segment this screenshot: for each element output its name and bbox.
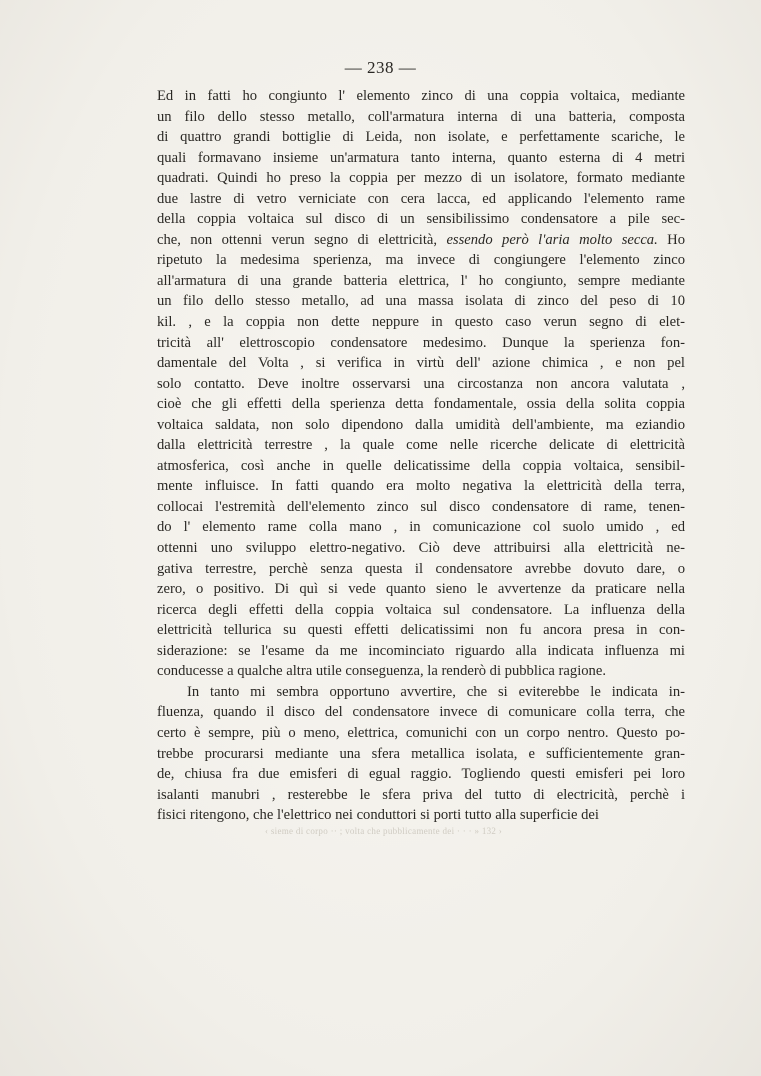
text-line: un filo dello stesso metallo, coll'armatura interna di una batteria, composta (157, 108, 685, 125)
text-line: zero, o positivo. Di quì si vede quanto sieno le avvertenze da praticare nella (157, 581, 685, 598)
text-line: fluenza, quando il disco del condensatore invece di comunicare colla terra, che (157, 704, 685, 721)
text-line: dalla elettricità terrestre , la quale come nelle ricerche delicate di elettricità (157, 437, 685, 454)
page-number: — 238 — (344, 58, 417, 77)
text-line: damentale del Volta , si verifica in virtù dell' azione chimica , e non pel (157, 355, 685, 372)
text-line: de, chiusa fra due emisferi di egual raggio. Togliendo questi emisferi pei loro (157, 766, 685, 783)
text-line: un filo dello stesso metallo, ad una massa isolata di zinco del peso di 10 (157, 293, 685, 310)
text-line: della coppia voltaica sul disco di un sensibilissimo condensatore a pile sec- (157, 211, 685, 228)
text-line: ricerca degli effetti della coppia voltaica sul condensatore. La influenza della (157, 601, 685, 618)
text-line: elettricità tellurica su questi effetti delicatissimi non fu ancora presa in con- (157, 622, 685, 639)
text-line: gativa terrestre, perchè senza questa il condensatore avrebbe dovuto dare, o (157, 560, 685, 577)
text-line: tricità all' elettroscopio condensatore medesimo. Dunque la sperienza fon- (157, 334, 685, 351)
text-line: ripetuto la medesima sperienza, ma invece di congiungere l'elemento zinco (157, 252, 685, 269)
text-line: voltaica saldata, non solo dipendono dalla umidità dell'ambiente, ma eziandio (157, 416, 685, 433)
text-line: do l' elemento rame colla mano , in comunicazione col suolo umido , ed (157, 519, 685, 536)
text-line: certo è sempre, più o meno, elettrica, comunichi con un corpo nentro. Questo po- (157, 724, 685, 741)
text-line: conducesse a qualche altra utile conseguenza, la renderò di pubblica ragione. (157, 663, 606, 680)
text-line: due lastre di vetro verniciate con cera lacca, ed applicando l'elemento rame (157, 190, 685, 207)
text-line: all'armatura di una grande batteria elettrica, l' ho congiunto, sempre mediante (157, 272, 685, 289)
body-text (157, 86, 685, 826)
text-line: quadrati. Quindi ho preso la coppia per mezzo di un isolatore, formato mediante (157, 170, 685, 187)
text-line: In tanto mi sembra opportuno avvertire, che si eviterebbe le indicata in- (187, 683, 685, 700)
text-line: quali formavano insieme un'armatura tanto interna, quanto esterna di 4 metri (157, 149, 685, 166)
text-line: Ed in fatti ho congiunto l' elemento zinco di una coppia voltaica, mediante (157, 88, 685, 104)
text-line: di quattro grandi bottiglie di Leida, non isolate, e perfettamente scariche, le (157, 129, 685, 146)
text-line: fisici ritengono, che l'elettrico nei conduttori si porti tutto alla superficie dei (157, 807, 599, 824)
text-line: siderazione: se l'esame da me incominciato riguardo alla indicata influenza mi (157, 642, 685, 659)
text-line: mente influisce. In fatti quando era molto negativa la elettricità della terra, (157, 478, 685, 495)
text-line: cioè che gli effetti della sperienza detta fondamentale, ossia della solita coppia (157, 396, 685, 413)
text-line: isalanti manubri , resterebbe le sfera priva del tutto di electricità, perchè i (157, 786, 685, 803)
text-line: kil. , e la coppia non dette neppure in questo caso verun segno di elet- (157, 314, 685, 331)
text-line: solo contatto. Deve inoltre osservarsi una circostanza non ancora valutata , (157, 375, 685, 392)
text-line: collocai l'estremità dell'elemento zinco sul disco condensatore di rame, tenen- (157, 498, 685, 515)
bleed-through-text: ‹ sieme di corpo ·· ; volta che pubblicamente dei · · · » 132 › (265, 826, 503, 836)
text-line: trebbe procurarsi mediante una sfera metallica isolata, e sufficientemente gran- (157, 745, 685, 762)
text-line: che, non ottenni verun segno di elettricità, essendo però l'aria molto secca. Ho (157, 231, 685, 248)
text-line: atmosferica, così anche in quelle delicatissime della coppia voltaica, sensibil- (157, 457, 685, 474)
text-line: ottenni uno sviluppo elettro-negativo. Ciò deve attribuirsi alla elettricità ne- (157, 540, 685, 557)
